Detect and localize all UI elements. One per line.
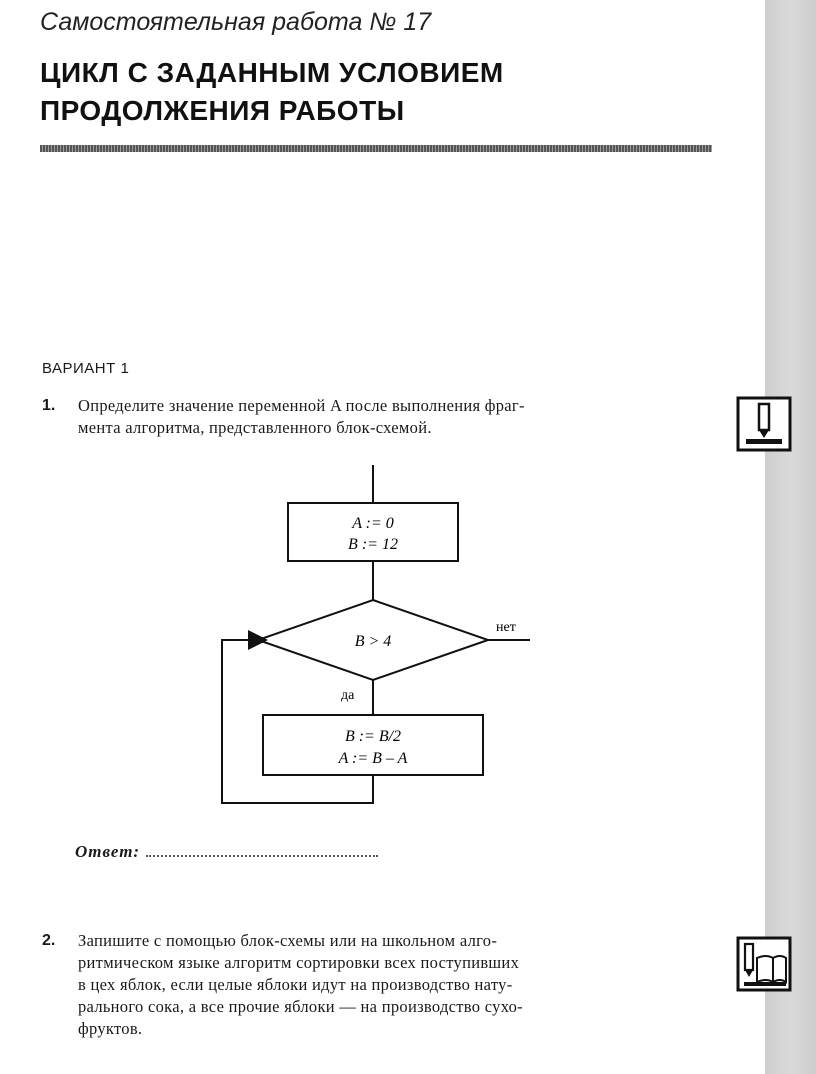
init-line-2: B := 12 [348, 536, 398, 553]
init-line-1: A := 0 [352, 515, 394, 532]
task-1-number: 1. [42, 397, 56, 414]
task-1-line-1: Определите значение переменной A после выполнения фраг- [78, 396, 525, 415]
pencil-book-icon [736, 936, 792, 996]
task-2-text [78, 930, 523, 1040]
answer-blank[interactable] [146, 847, 378, 857]
task-1-text [78, 395, 525, 439]
task-2-line-4: рального сока, а все прочие яблоки — на производство сухо- [78, 997, 523, 1016]
work-subtitle: Самостоятельная работа № 17 [40, 8, 432, 36]
title-line-2: ПРОДОЛЖЕНИЯ РАБОТЫ [40, 95, 405, 126]
flowchart [200, 465, 540, 815]
title-line-1: ЦИКЛ С ЗАДАННЫМ УСЛОВИЕМ [40, 57, 504, 88]
body-line-1: B := B/2 [344, 728, 402, 745]
condition-text: B > 4 [354, 633, 392, 650]
task-2-number: 2. [42, 932, 56, 949]
task-2-line-1: Запишите с помощью блок-схемы или на школьном алго- [78, 931, 498, 950]
title-divider [40, 145, 712, 152]
body-line-2: A := B – A [338, 750, 408, 767]
page-title [40, 54, 504, 130]
page-edge-strip [765, 0, 816, 1074]
answer-label: Ответ: [75, 842, 141, 861]
no-label: нет [496, 620, 516, 635]
task-2-line-2: ритмическом языке алгоритм сортировки всех поступивших [78, 953, 520, 972]
task-1-line-2: мента алгоритма, представленного блок-схемой. [78, 418, 432, 437]
task-2-line-5: фруктов. [78, 1019, 143, 1038]
answer-line [75, 842, 378, 862]
pencil-icon [736, 396, 792, 456]
variant-heading: ВАРИАНТ 1 [42, 360, 130, 377]
task-2-line-3: в цех яблок, если целые яблоки идут на производство нату- [78, 975, 513, 994]
yes-label: да [341, 688, 355, 703]
